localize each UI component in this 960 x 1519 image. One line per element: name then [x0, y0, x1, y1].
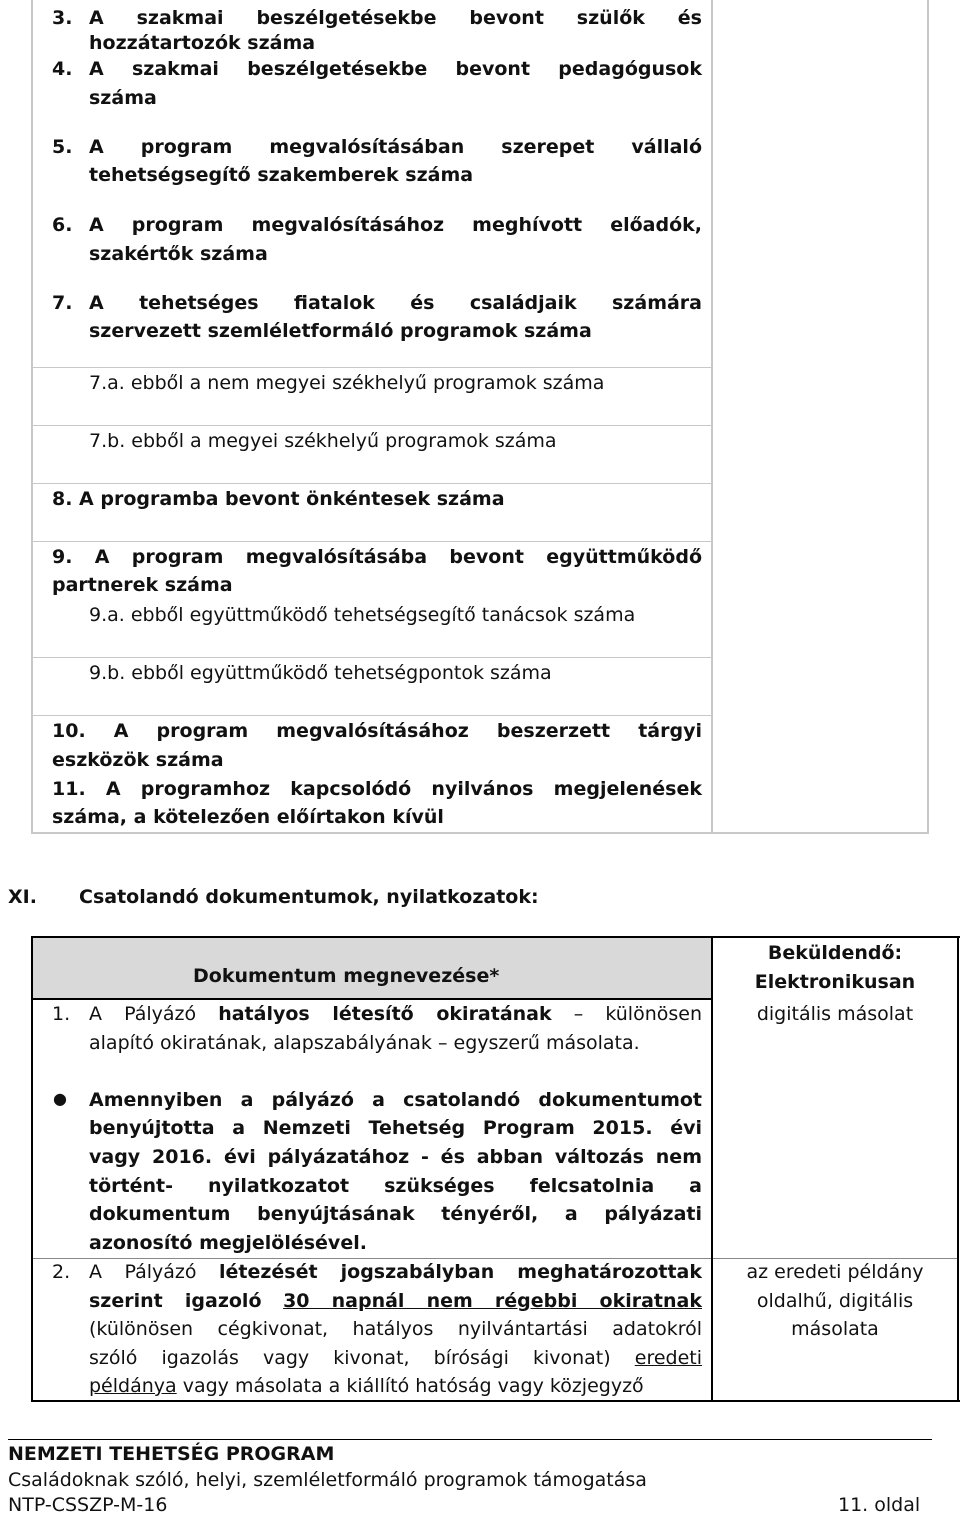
item-number: 1.: [52, 1003, 71, 1025]
bullet-line: benyújtotta a Nemzeti Tehetség Program 2015. évi: [89, 1117, 702, 1139]
row-9a: 9.a. ebből együttműködő tehetségsegítő tanácsok száma: [89, 604, 636, 626]
section-title: Csatolandó dokumentumok, nyilatkozatok:: [79, 886, 539, 908]
row-7a: 7.a. ebből a nem megyei székhelyű programok száma: [89, 372, 605, 394]
row-8: 8. A programba bevont önkéntesek száma: [52, 488, 505, 510]
table2-border-right: [957, 936, 959, 1402]
row-9-cont: partnerek száma: [52, 574, 233, 596]
row-label: A tehetséges fiatalok és családjaik számára: [89, 292, 702, 314]
row-number: 4.: [52, 58, 73, 80]
row-label: A program megvalósításához meghívott előadók,: [89, 214, 702, 236]
row-divider: [31, 715, 713, 716]
row-number: 7.: [52, 292, 73, 314]
row-label: A szakmai beszélgetésekbe bevont pedagógusok: [89, 58, 702, 80]
item2-line1: A Pályázó létezését jogszabályban meghatározottak: [89, 1261, 702, 1283]
item1-line2: alapító okiratának, alapszabályának – egyszerű másolata.: [89, 1032, 640, 1054]
item2-line2: szerint igazoló 30 napnál nem régebbi okiratnak: [89, 1290, 702, 1312]
row-number: 6.: [52, 214, 73, 236]
item2-line4: szóló igazolás vagy kivonat, bírósági kivonat) eredeti: [89, 1347, 703, 1369]
section-number: XI.: [8, 886, 37, 908]
row-9: 9. A program megvalósításába bevont együttműködő: [52, 546, 702, 568]
table1-border-mid: [711, 0, 713, 834]
table2-border-left: [31, 936, 33, 1402]
row-label-cont: hozzátartozók száma: [89, 32, 316, 54]
header-send: Beküldendő:: [767, 942, 903, 964]
row-divider: [31, 367, 713, 368]
bullet-line: Amennyiben a pályázó a csatolandó dokumentumot: [89, 1089, 702, 1111]
row-divider: [31, 483, 713, 484]
table1-border-bottom: [31, 832, 929, 834]
row-11-cont: száma, a kötelezően előírtakon kívül: [52, 806, 444, 828]
header-send-electronic: Elektronikusan: [754, 971, 916, 993]
item1-line1: A Pályázó hatályos létesítő okiratának – különösen: [89, 1003, 702, 1025]
bullet-icon: ●: [53, 1089, 67, 1108]
item-number: 2.: [52, 1261, 71, 1283]
row-label: A program megvalósításában szerepet vállaló: [89, 136, 702, 158]
table1-border-right: [927, 0, 929, 834]
bullet-line: vagy 2016. évi pályázatához - és abban változás nem: [89, 1146, 702, 1168]
item2-line5: példánya vagy másolata a kiállító hatóság vagy közjegyző: [89, 1375, 644, 1397]
row-label-cont: szervezett szemléletformáló programok száma: [89, 320, 592, 342]
table1-border-left: [31, 0, 33, 834]
row-label: A szakmai beszélgetésekbe bevont szülők és: [89, 7, 702, 29]
row-divider: [31, 657, 713, 658]
footer-page-number: 11. oldal: [838, 1494, 921, 1516]
row-label-cont: tehetségsegítő szakemberek száma: [89, 164, 474, 186]
row-divider: [31, 541, 713, 542]
row-7b: 7.b. ebből a megyei székhelyű programok száma: [89, 430, 557, 452]
row-label-cont: száma: [89, 87, 157, 109]
table2-border-bottom: [31, 1400, 960, 1402]
row-number: 3.: [52, 7, 73, 29]
item2-send-2: oldalhű, digitális: [756, 1290, 914, 1312]
bullet-line: történt- nyilatkozatot szükséges felcsatolnia a: [89, 1175, 702, 1197]
row-number: 5.: [52, 136, 73, 158]
row-divider: [31, 425, 713, 426]
row-9b: 9.b. ebből együttműködő tehetségpontok száma: [89, 662, 552, 684]
footer-code: NTP-CSSZP-M-16: [8, 1494, 168, 1516]
item2-line3: (különösen cégkivonat, hatályos nyilvántartási adatokról: [89, 1318, 702, 1340]
item1-send: digitális másolat: [756, 1003, 914, 1025]
item2-send-1: az eredeti példány: [746, 1261, 924, 1283]
row-11: 11. A programhoz kapcsolódó nyilvános megjelenések: [52, 778, 702, 800]
bullet-line: dokumentum benyújtásának tényéről, a pályázati: [89, 1203, 702, 1225]
header-document-name: Dokumentum megnevezése*: [193, 965, 500, 987]
item2-send-3: másolata: [791, 1318, 879, 1340]
footer-org: NEMZETI TEHETSÉG PROGRAM: [8, 1443, 335, 1465]
footer-subtitle: Családoknak szóló, helyi, szemléletformáló programok támogatása: [8, 1469, 647, 1491]
row-10: 10. A program megvalósításához beszerzett tárgyi: [52, 720, 702, 742]
row-label-cont: szakértők száma: [89, 243, 268, 265]
row-10-cont: eszközök száma: [52, 749, 224, 771]
bullet-line: azonosító megjelölésével.: [89, 1232, 367, 1254]
